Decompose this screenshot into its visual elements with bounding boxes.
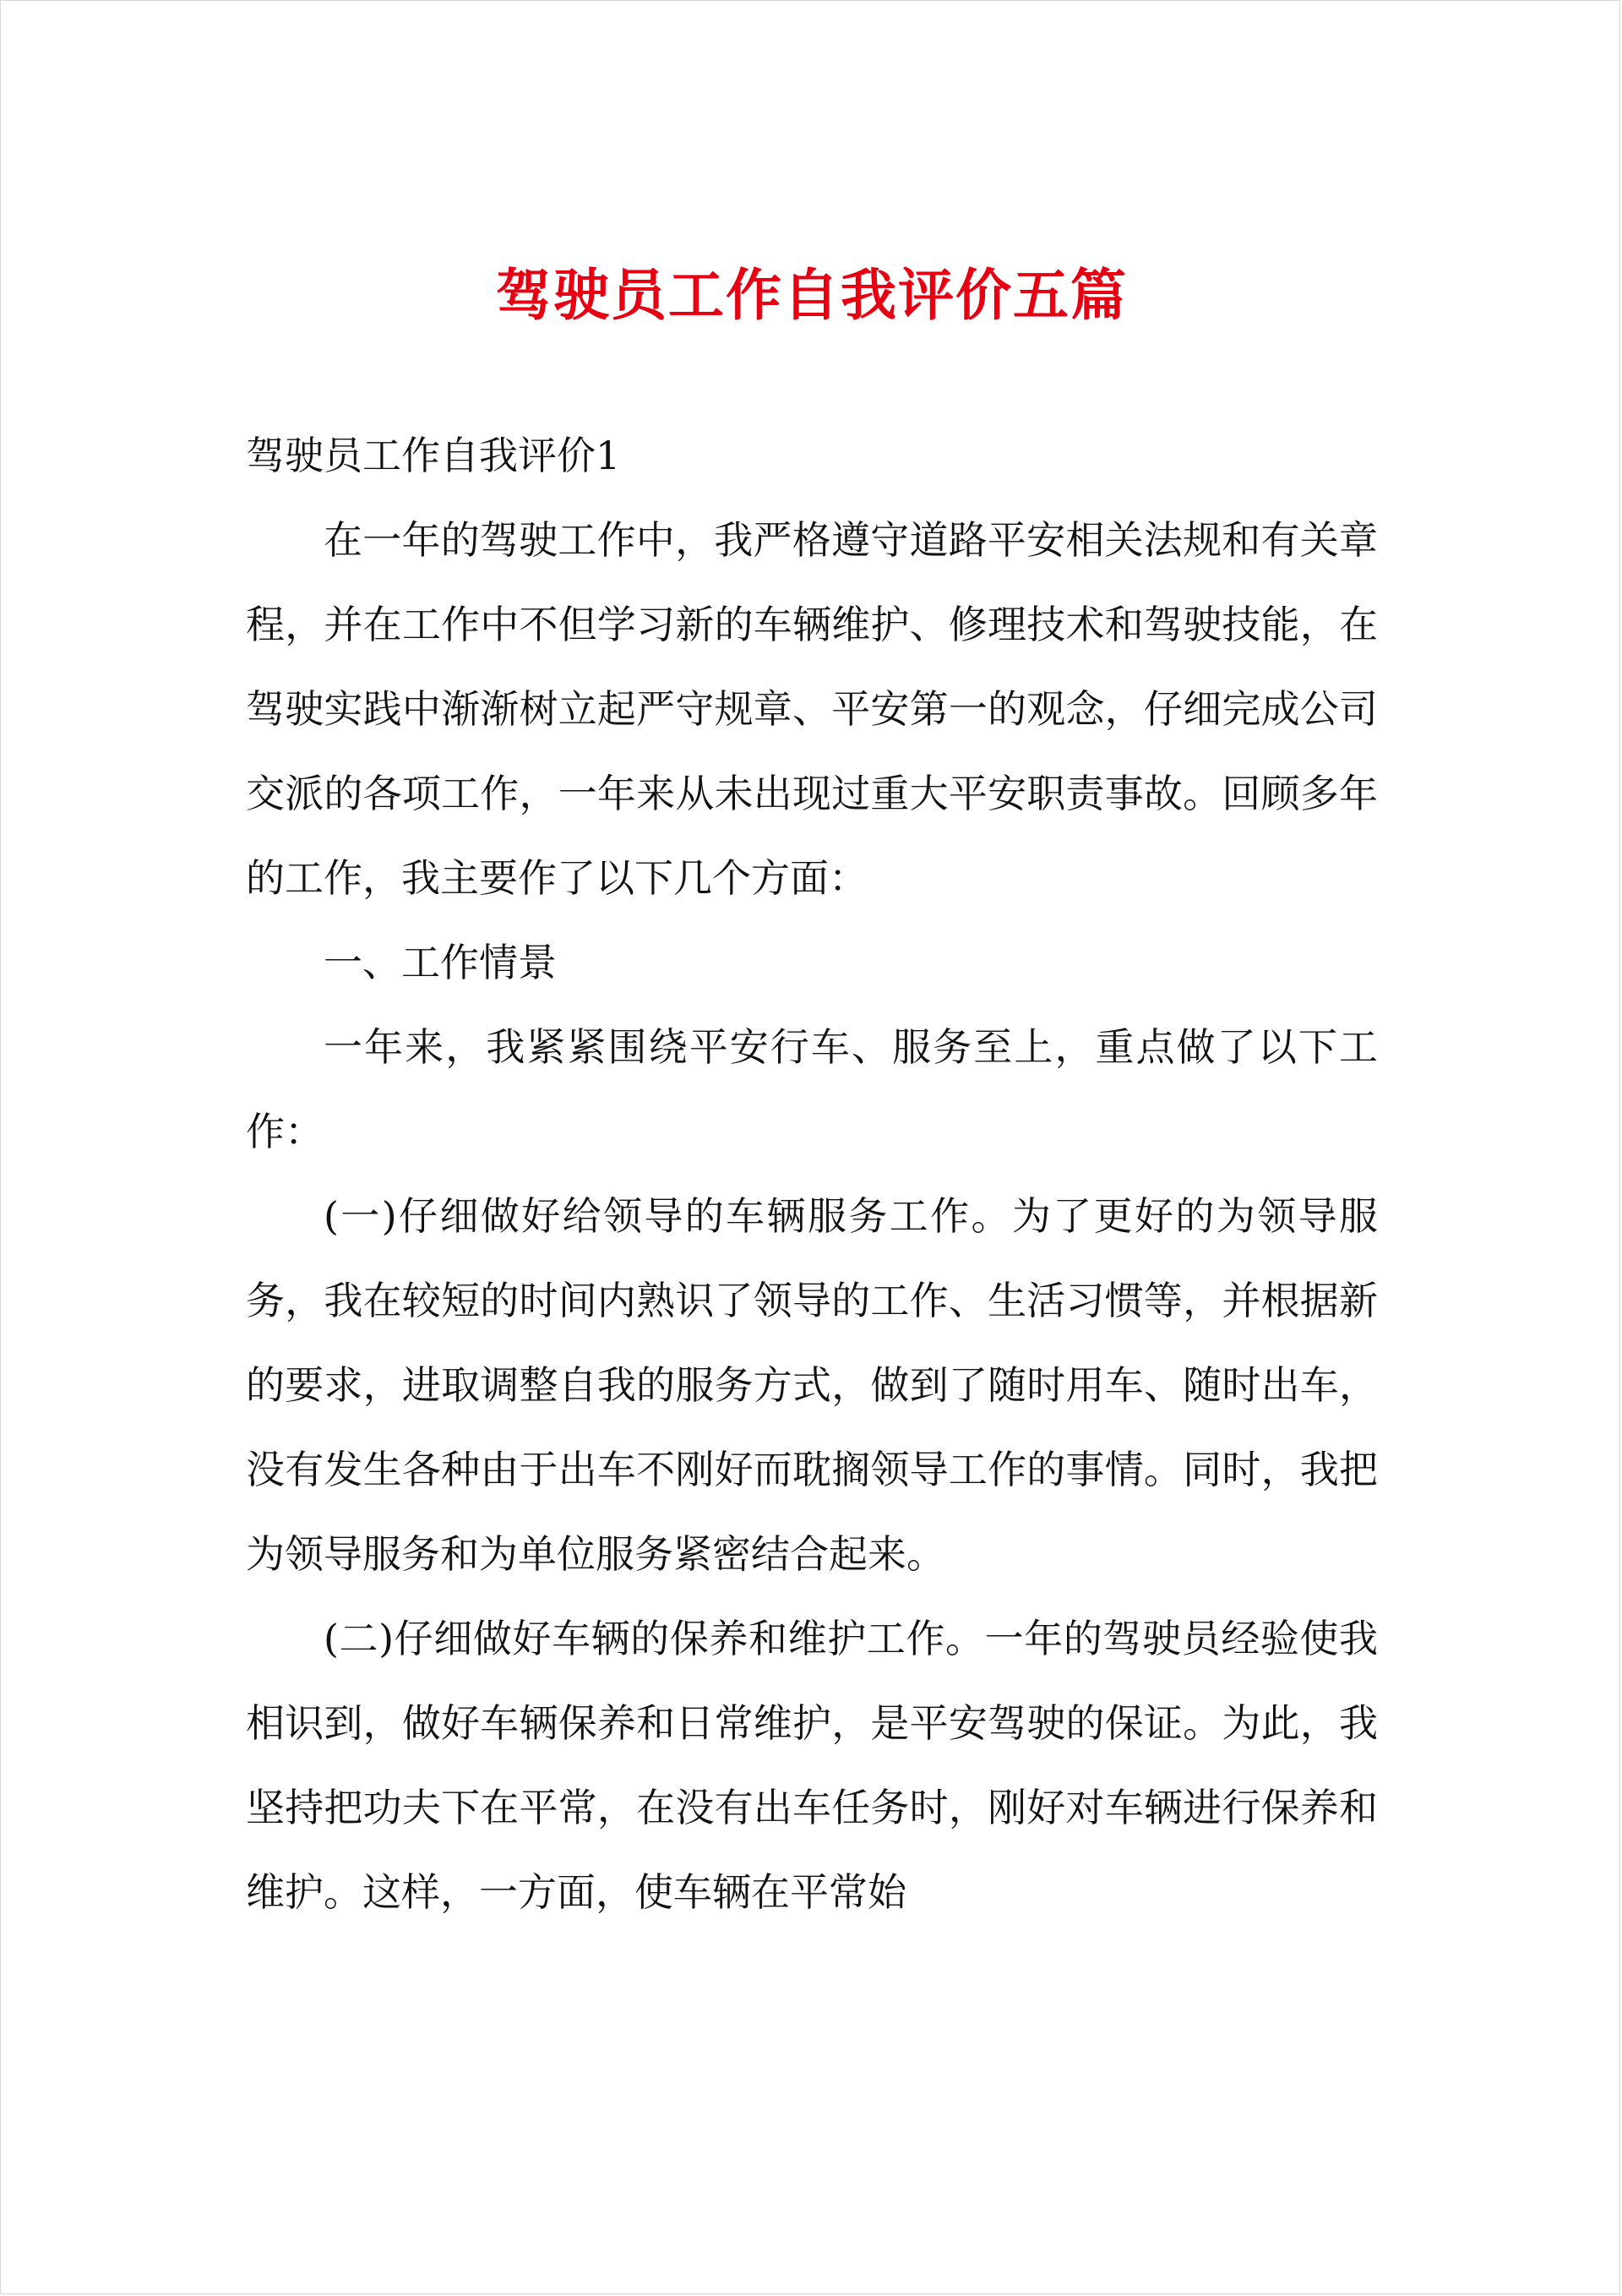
paragraph-leader-service: (一)仔细做好给领导的车辆服务工作。为了更好的为领导服务，我在较短的时间内熟识了领导的工作、生活习惯等，并根据新的要求，进取调整自我的服务方式，做到了随时用车、随时出车，没有发生各种由于出车不刚好而耽搁领导工作的事情。同时，我把为领导服务和为单位服务紧密结合起来。 xyxy=(246,1193,1378,1577)
section-heading: 驾驶员工作自我评价1 xyxy=(246,433,621,478)
paragraph-intro: 在一年的驾驶工作中，我严格遵守道路平安相关法规和有关章程，并在工作中不但学习新的车辆维护、修理技术和驾驶技能，在驾驶实践中渐渐树立起严守规章、平安第一的观念，仔细完成公司交派的各项工作，一年来从未出现过重大平安职责事故。回顾多年的工作，我主要作了以下几个方面： xyxy=(246,517,1378,901)
paragraph-work-summary: 一年来，我紧紧围绕平安行车、服务至上，重点做了以下工作： xyxy=(246,1024,1378,1154)
paragraph-vehicle-maintenance: (二)仔细做好车辆的保养和维护工作。一年的驾驶员经验使我相识到，做好车辆保养和日常维护，是平安驾驶的保证。为此，我坚持把功夫下在平常，在没有出车任务时，刚好对车辆进行保养和维护。这样，一方面，使车辆在平常始 xyxy=(246,1616,1378,1915)
document-title: 驾驶员工作自我评价五篇 xyxy=(496,262,1128,328)
document-body xyxy=(246,413,1378,1934)
paragraph-work-overview-heading: 一、工作情景 xyxy=(324,940,557,985)
